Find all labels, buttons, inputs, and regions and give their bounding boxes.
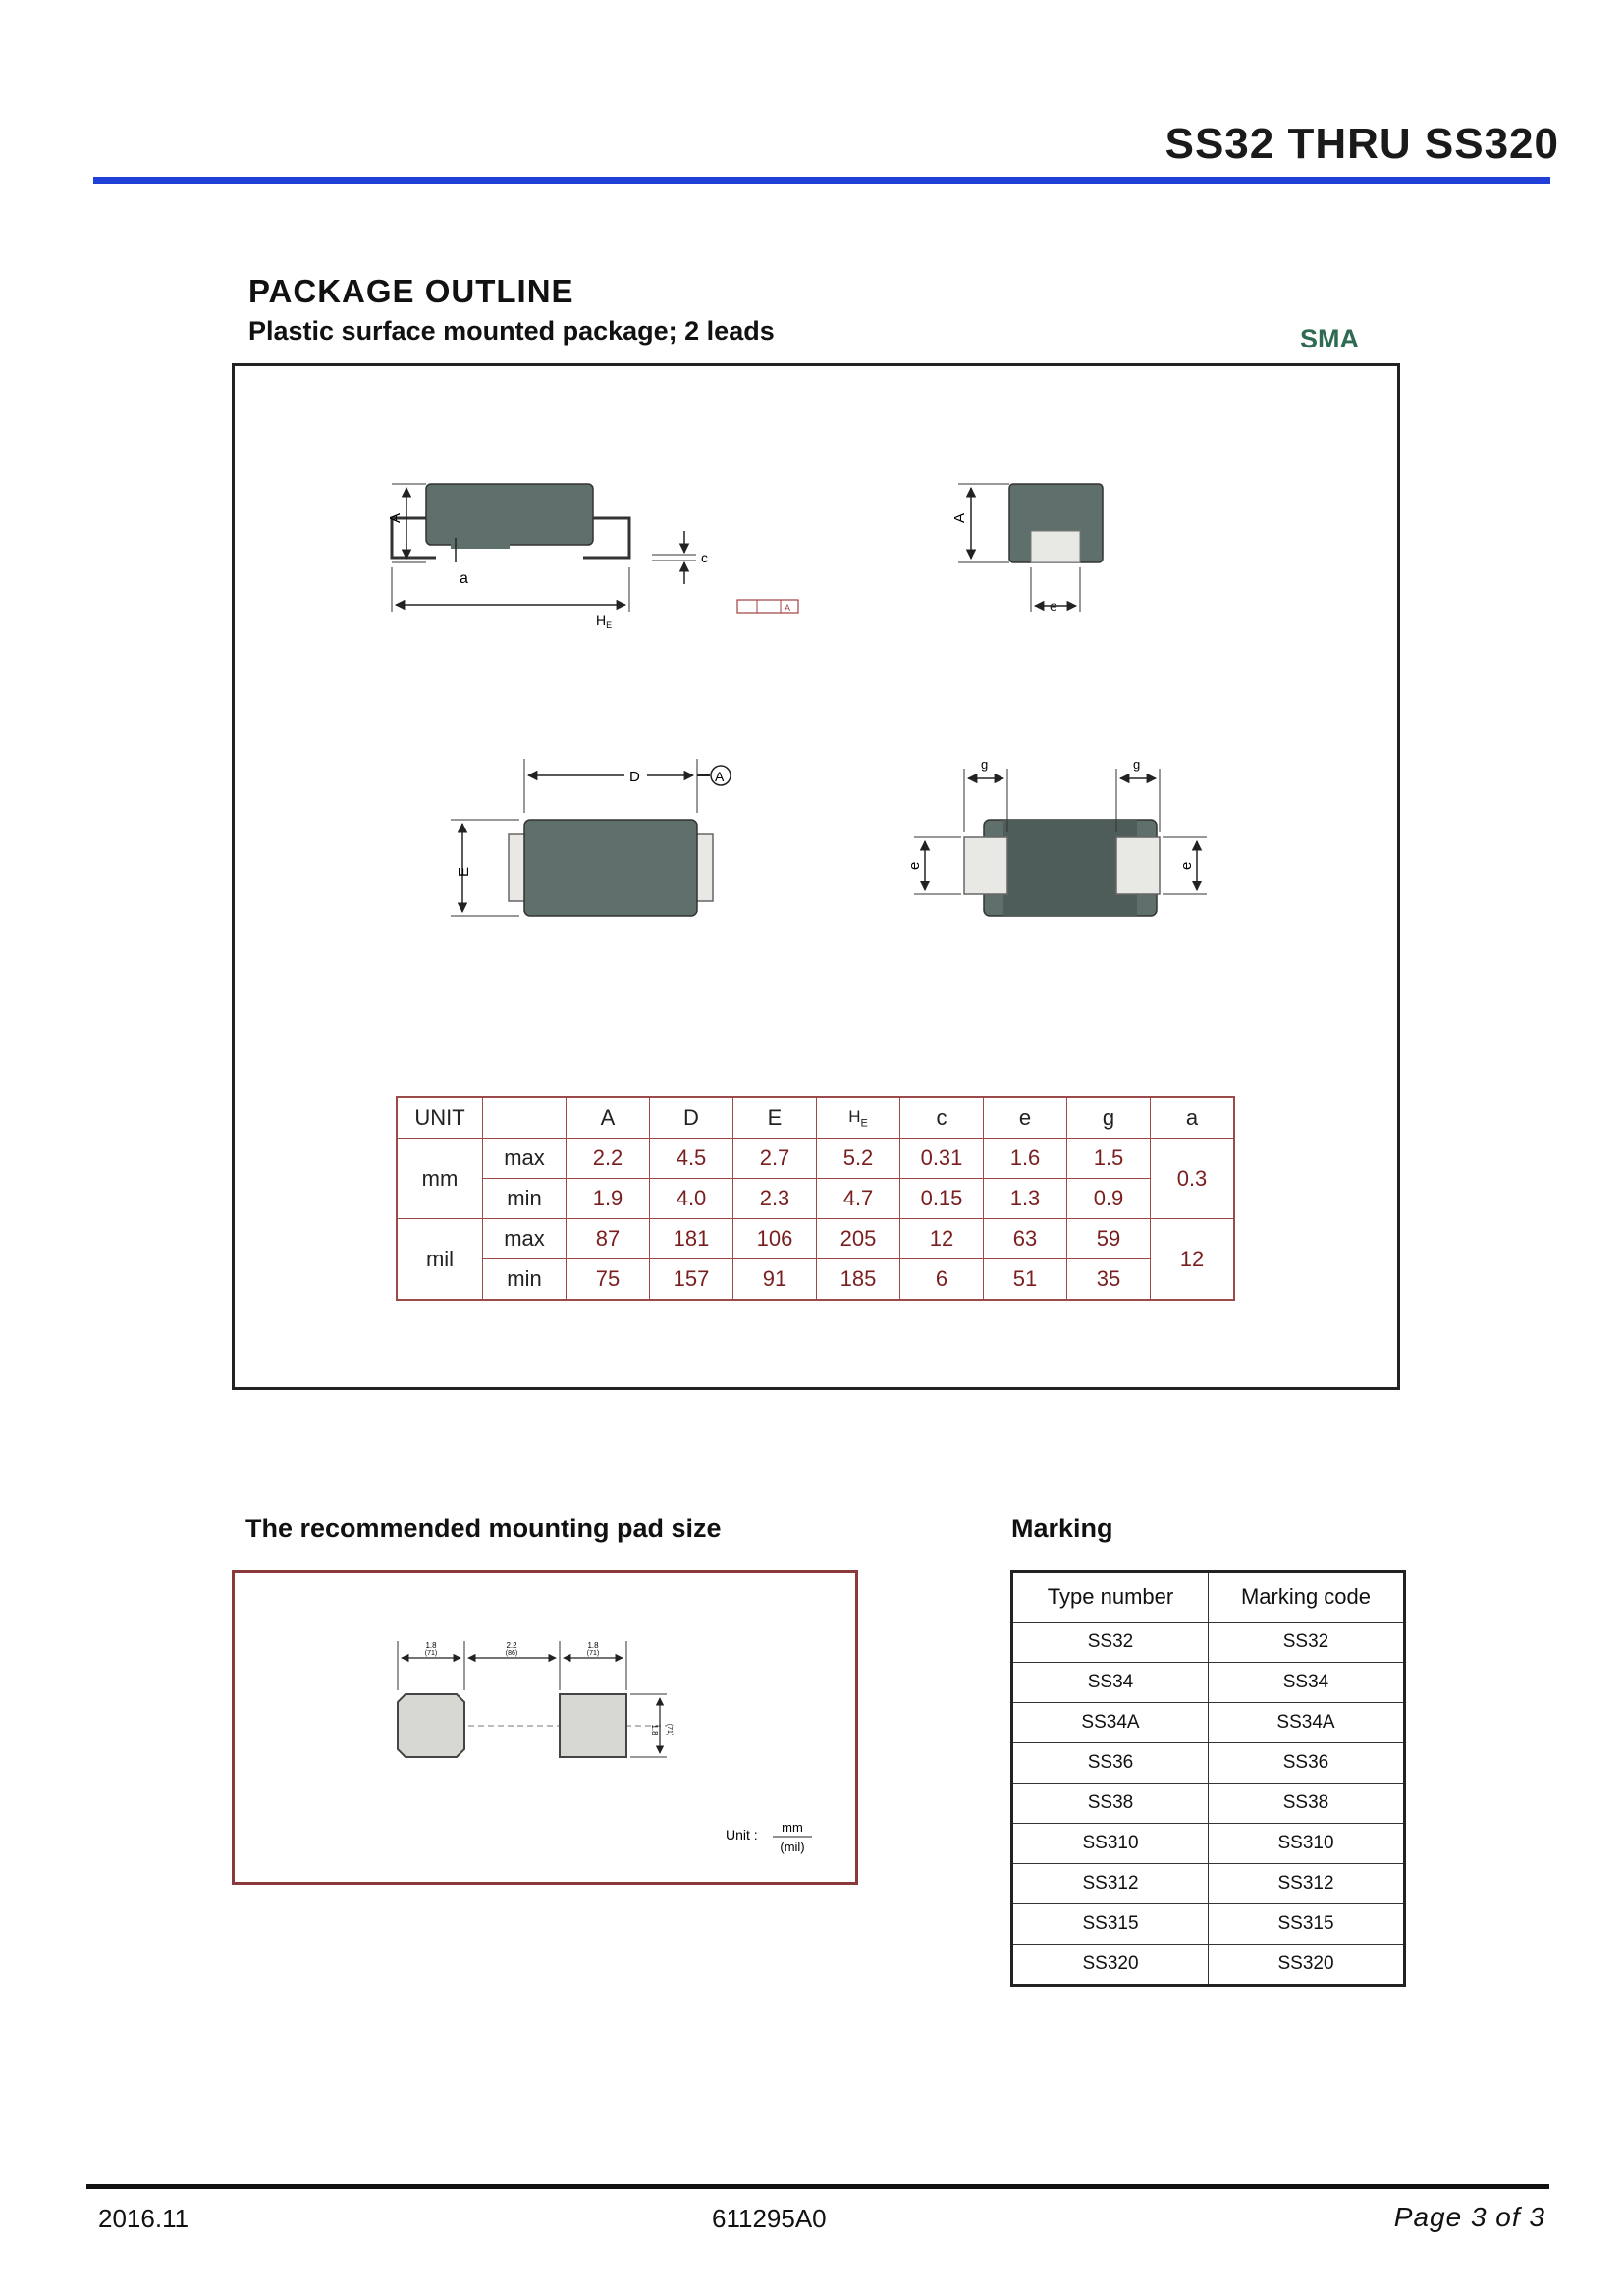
table-row xyxy=(1012,1663,1405,1703)
value-cell: 87 xyxy=(567,1219,650,1259)
unit-label: Unit : xyxy=(726,1827,758,1842)
pad-dim-mil: (71) xyxy=(424,1650,438,1657)
row-label: max xyxy=(483,1219,567,1259)
value-cell: 12 xyxy=(900,1219,984,1259)
table-row xyxy=(1012,1743,1405,1784)
marking-code-cell: SS315 xyxy=(1209,1904,1405,1945)
type-number-cell: SS320 xyxy=(1012,1945,1209,1986)
mounting-pad-box xyxy=(232,1570,858,1885)
dim-label-A-end: A xyxy=(951,512,968,523)
value-cell: 5.2 xyxy=(817,1139,900,1179)
value-cell: 2.3 xyxy=(733,1179,817,1219)
value-cell: 1.9 xyxy=(567,1179,650,1219)
value-cell: 0.31 xyxy=(900,1139,984,1179)
value-cell: 1.5 xyxy=(1067,1139,1151,1179)
marking-code-cell: SS320 xyxy=(1209,1945,1405,1986)
value-cell: 59 xyxy=(1067,1219,1151,1259)
table-row xyxy=(1012,1703,1405,1743)
value-cell: 4.7 xyxy=(817,1179,900,1219)
header-cell: g xyxy=(1067,1097,1151,1139)
value-cell: 75 xyxy=(567,1259,650,1301)
value-cell: 205 xyxy=(817,1219,900,1259)
type-number-cell: SS34A xyxy=(1012,1703,1209,1743)
marking-code-cell: SS310 xyxy=(1209,1824,1405,1864)
dim-label-e-left: e xyxy=(906,861,923,870)
marking-table xyxy=(1010,1570,1406,1987)
footer-rule xyxy=(86,2184,1549,2189)
value-cell: 1.6 xyxy=(984,1139,1067,1179)
table-row xyxy=(1012,1784,1405,1824)
header-cell: c xyxy=(900,1097,984,1139)
header-cell: D xyxy=(650,1097,733,1139)
pad-dim-mm: 2.2 xyxy=(506,1641,517,1650)
pad-height-mm: 1.8 xyxy=(650,1724,659,1735)
end-view-drawing xyxy=(951,484,1103,614)
type-number-cell: SS36 xyxy=(1012,1743,1209,1784)
package-subheading: Plastic surface mounted package; 2 leads xyxy=(248,316,775,346)
datum-A-circle: A xyxy=(715,769,725,784)
value-cell: 35 xyxy=(1067,1259,1151,1301)
bottom-view-drawing xyxy=(906,757,1207,916)
dim-label-D: D xyxy=(629,769,640,785)
dim-label-e-end: e xyxy=(1050,598,1057,614)
unit-mil: (mil) xyxy=(780,1840,805,1854)
header-cell: UNIT xyxy=(397,1097,483,1139)
type-number-cell: SS32 xyxy=(1012,1623,1209,1663)
pad-dim-mm: 1.8 xyxy=(425,1641,437,1650)
dim-label-E: E xyxy=(456,866,472,877)
mounting-pad-drawing xyxy=(235,1573,855,1882)
type-number-cell: SS34 xyxy=(1012,1663,1209,1703)
row-label: max xyxy=(483,1139,567,1179)
table-row xyxy=(397,1139,1234,1179)
value-cell: 4.0 xyxy=(650,1179,733,1219)
dim-label-g-right: g xyxy=(1133,757,1141,772)
marking-header-row xyxy=(1012,1572,1405,1623)
value-cell: 106 xyxy=(733,1219,817,1259)
footer-page-number: Page 3 of 3 xyxy=(1393,2202,1545,2232)
footer-date: 2016.11 xyxy=(98,2204,189,2233)
pad-height-mil: (71) xyxy=(666,1723,673,1736)
header-cell: A xyxy=(567,1097,650,1139)
type-number-cell: SS310 xyxy=(1012,1824,1209,1864)
table-row xyxy=(1012,1904,1405,1945)
value-cell: 63 xyxy=(984,1219,1067,1259)
table-row xyxy=(1012,1623,1405,1663)
document-title: SS32 THRU SS320 xyxy=(1164,120,1559,168)
value-cell: 6 xyxy=(900,1259,984,1301)
value-cell-a: 0.3 xyxy=(1151,1139,1235,1219)
table-row xyxy=(1012,1945,1405,1986)
unit-mm: mm xyxy=(782,1820,803,1835)
table-header-row xyxy=(397,1097,1234,1139)
value-cell: 185 xyxy=(817,1259,900,1301)
pad-dim-mil: (86) xyxy=(505,1650,518,1657)
value-cell: 0.15 xyxy=(900,1179,984,1219)
marking-code-cell: SS34A xyxy=(1209,1703,1405,1743)
value-cell: 0.9 xyxy=(1067,1179,1151,1219)
package-code: SMA xyxy=(1300,324,1359,353)
dimension-table xyxy=(396,1096,1235,1301)
mounting-pad-heading: The recommended mounting pad size xyxy=(245,1514,722,1543)
top-view-drawing xyxy=(451,759,731,916)
header-cell xyxy=(483,1097,567,1139)
header-type-number: Type number xyxy=(1012,1572,1209,1623)
table-row xyxy=(1012,1824,1405,1864)
marking-code-cell: SS38 xyxy=(1209,1784,1405,1824)
datum-tag: A xyxy=(785,603,791,613)
dim-label-g-left: g xyxy=(981,757,989,772)
row-label: min xyxy=(483,1179,567,1219)
package-outline-heading: PACKAGE OUTLINE xyxy=(248,273,574,309)
header-cell: e xyxy=(984,1097,1067,1139)
marking-heading: Marking xyxy=(1011,1514,1113,1543)
type-number-cell: SS315 xyxy=(1012,1904,1209,1945)
header-cell: a xyxy=(1151,1097,1235,1139)
marking-code-cell: SS34 xyxy=(1209,1663,1405,1703)
pad-dim-mil: (71) xyxy=(586,1650,600,1657)
value-cell: 51 xyxy=(984,1259,1067,1301)
value-cell: 2.2 xyxy=(567,1139,650,1179)
value-cell: 1.3 xyxy=(984,1179,1067,1219)
dim-label-e-right: e xyxy=(1178,861,1195,870)
row-label: min xyxy=(483,1259,567,1301)
header-marking-code: Marking code xyxy=(1209,1572,1405,1623)
value-cell: 181 xyxy=(650,1219,733,1259)
table-row xyxy=(397,1259,1234,1301)
value-cell: 91 xyxy=(733,1259,817,1301)
dim-label-HE: $H_E$ xyxy=(596,613,613,630)
table-row xyxy=(397,1179,1234,1219)
header-rule xyxy=(93,177,1550,184)
value-cell-a: 12 xyxy=(1151,1219,1235,1301)
header-cell: E xyxy=(733,1097,817,1139)
value-cell: 2.7 xyxy=(733,1139,817,1179)
footer-doc-number: 611295A0 xyxy=(712,2204,827,2233)
table-row xyxy=(1012,1864,1405,1904)
dim-label-c: c xyxy=(701,550,708,565)
dim-label-A: A xyxy=(387,512,404,523)
type-number-cell: SS38 xyxy=(1012,1784,1209,1824)
marking-code-cell: SS32 xyxy=(1209,1623,1405,1663)
marking-code-cell: SS36 xyxy=(1209,1743,1405,1784)
dim-label-a: a xyxy=(460,570,468,587)
type-number-cell: SS312 xyxy=(1012,1864,1209,1904)
table-row xyxy=(397,1219,1234,1259)
unit-cell: mil xyxy=(397,1219,483,1301)
unit-cell: mm xyxy=(397,1139,483,1219)
header-cell-HE: $H_E$ xyxy=(817,1097,900,1139)
marking-code-cell: SS312 xyxy=(1209,1864,1405,1904)
pad-dim-mm: 1.8 xyxy=(587,1641,599,1650)
value-cell: 4.5 xyxy=(650,1139,733,1179)
side-view-drawing xyxy=(387,484,798,630)
value-cell: 157 xyxy=(650,1259,733,1301)
